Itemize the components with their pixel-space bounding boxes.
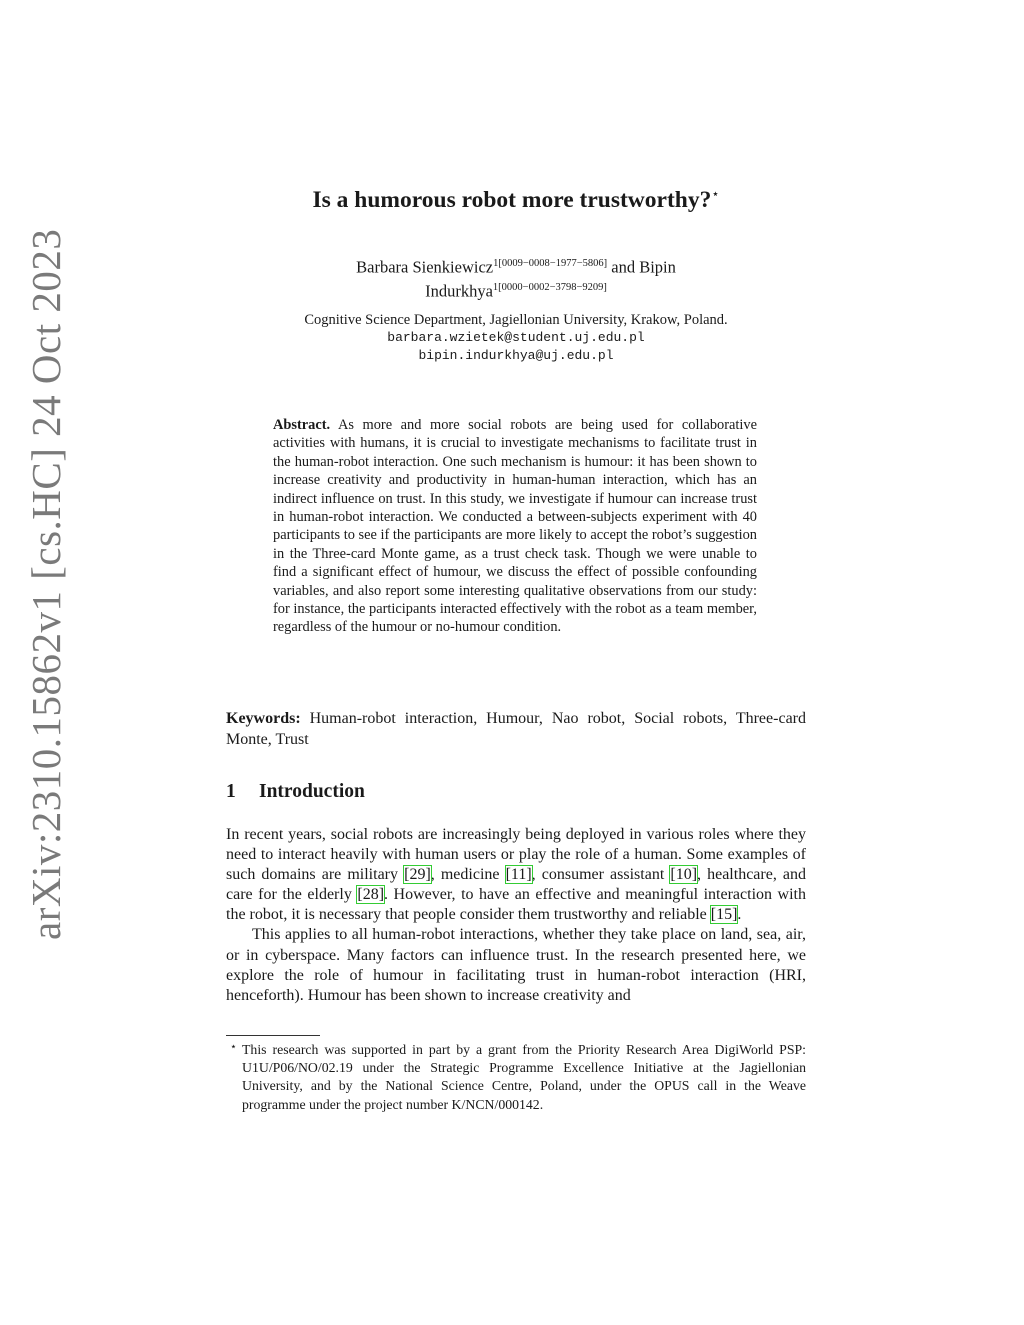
paragraph-text: , consumer assistant [531, 866, 671, 884]
citation-link[interactable]: [10] [670, 866, 698, 884]
affiliation: Cognitive Science Department, Jagiellonian University, Krakow, Poland. [304, 312, 728, 328]
footnote-rule [226, 1035, 320, 1036]
paragraph: This applies to all human-robot interactions, whether they take place on land, sea, air, or in cyberspace. Many factors can influence trust. In the research presented here, we explore the role of humour in facilitating trust in human-robot interaction (HRI, henceforth). Humour has been shown to increase creativity and [226, 926, 806, 1004]
author-list [226, 254, 806, 301]
abstract-text: As more and more social robots are being used for collaborative activities with humans, it is crucial to investigate mechanisms to facilitate trust in the human-robot interaction. One such mechanism is humour: it has been shown to increase creativity and productivity in human-human interaction, which has an indirect influence on trust. In this study, we investigate if humour can increase trust in human-robot interaction. We conducted a between-subjects experiment with 40 participants to see if the participants are more likely to accept the robot’s suggestion in the Three-card Monte game, as a trust check task. Though we were unable to find a significant effect of humour, we discuss the effect of possible confounding variables, and also report some interesting qualitative observations from our study: for instance, the participants interacted effectively with the robot as a team member, regardless of the humour or no-humour condition. [273, 417, 757, 636]
paragraph-text: , healthcare, and care for the elderly [226, 866, 807, 904]
paragraph-text: In recent years, social robots are increasingly being deployed in various roles where they need to interact heavily with human users or play the role of a human. Some examples of such domains are military [226, 826, 806, 884]
citation-link[interactable]: [29] [404, 866, 431, 884]
footnote-text: This research was supported in part by a grant from the Priority Research Area DigiWorld PSP: U1U/P06/NO/02.19 under the Strategic Programme Excellence Initiative at the Jagiellonian University, and by the National Science Centre, Poland, under the OPUS call in the Weave programme under the project number K/NCN/000142. [242, 1042, 806, 1112]
citation-link[interactable]: [28] [357, 886, 385, 904]
footnote-mark: ⋆ [230, 1041, 237, 1053]
citation-link[interactable]: [15] [710, 906, 738, 924]
paragraph-text: . However, to have an effective and meaningful interaction with the robot, it is necessary that people consider them trustworthy and reliable [226, 886, 806, 924]
arxiv-identifier: arXiv:2310.15862v1 [cs.HC] 24 Oct 2023 [23, 228, 69, 940]
author-email[interactable]: bipin.indurkhya@uj.edu.pl [418, 348, 614, 363]
author-name: Barbara Sienkiewicz [356, 257, 494, 277]
section-number: 1 [226, 781, 236, 802]
citation-link[interactable]: [11] [505, 866, 532, 884]
section-title: Introduction [259, 781, 365, 802]
author-email[interactable]: barbara.wzietek@student.uj.edu.pl [387, 330, 645, 345]
affiliation-block [226, 311, 806, 365]
keywords [226, 709, 806, 750]
keywords-label: Keywords: [226, 710, 301, 727]
author-connector: and Bipin [611, 257, 676, 277]
footnote [226, 1041, 806, 1114]
author-orcid: 1[0009−0008−1977−5806] [493, 258, 608, 269]
abstract-label: Abstract. [273, 417, 331, 433]
section-heading [226, 781, 365, 803]
keywords-text: Human-robot interaction, Humour, Nao robot, Social robots, Three-card Monte, Trust [226, 710, 806, 748]
paragraph [226, 825, 806, 925]
paper-title [226, 186, 806, 214]
introduction-body [226, 825, 806, 1006]
author-orcid: 1[0000−0002−3798−9209] [492, 281, 607, 293]
author-name: Indurkhya [425, 281, 493, 300]
paragraph-text: . [737, 906, 742, 924]
title-footnote-mark[interactable]: ⋆ [711, 186, 720, 201]
paper-title-text: Is a humorous robot more trustworthy? [312, 186, 712, 213]
abstract [273, 416, 757, 637]
paragraph-text: , medicine [430, 866, 506, 884]
